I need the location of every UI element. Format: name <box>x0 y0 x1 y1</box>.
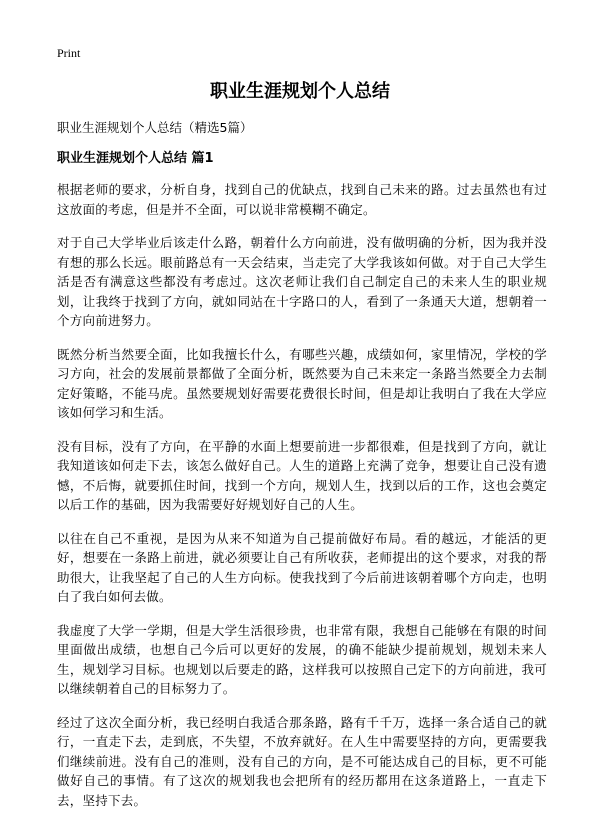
paragraph-6: 我虚度了大学一学期，但是大学生活很珍贵，也非常有限，我想自己能够在有限的时间里面做出成绩，也想自己今后可以更好的发展，的确不能缺少提前规划，规划未来人生，规划学习目标。也规划以后要走的路，这样我可以按照自己定下的方向前进，我可以继续朝着自己的目标努力了。 <box>57 622 547 696</box>
page-title: 职业生涯规划个人总结 <box>210 81 390 102</box>
print-link[interactable]: Print <box>57 46 81 60</box>
paragraph-7: 经过了这次全面分析，我已经明白我适合那条路，路有千千万，选择一条合适自己的就行，一直走下去，走到底，不失望，不放弃就好。在人生中需要坚持的方向，更需要我们继续前进。没有自己的准则，没有自己的方向，是不可能达成自己的目标，更不可能做好自己的事情。有了这次的规划我也会把所有的经历都用在这条道路上，一直走下去，坚持下去。 <box>57 714 547 808</box>
article-body <box>57 180 547 824</box>
paragraph-4: 没有目标，没有了方向，在平静的水面上想要前进一步都很难，但是找到了方向，就让我知道该如何走下去，该怎么做好自己。人生的道路上充满了竞争，想要让自己没有遗憾，不后悔，就要抓住时间，找到一个方向，规划人生，找到以后的工作，这也会奠定以后工作的基础，因为我需要好好规划好自己的人生。 <box>57 438 547 512</box>
paragraph-1: 根据老师的要求，分析自身，找到自己的优缺点，找到自己未来的路。过去虽然也有过这放面的考虑，但是并不全面，可以说非常模糊不确定。 <box>57 182 547 217</box>
document-subtitle: 职业生涯规划个人总结（精选5篇） <box>57 120 253 135</box>
section-heading: 职业生涯规划个人总结 篇1 <box>57 151 214 166</box>
paragraph-2: 对于自己大学毕业后该走什么路，朝着什么方向前进，没有做明确的分析，因为我并没有想的那么长远。眼前路总有一天会结束，当走完了大学我该如何做。对于自己大学生活是否有满意这些都没有考虑过。这次老师让我们自己制定自己的未来人生的职业规划，让我终于找到了方向，就如同站在十字路口的人，看到了一条通天大道，想朝着一个方向前进努力。 <box>57 235 547 328</box>
paragraph-5: 以往在自己不重视，是因为从来不知道为自己提前做好布局。看的越远，才能活的更好，想要在一条路上前进，就必须要让自己有所收获，老师提出的这个要求，对我的帮助很大，让我坚起了自己的人生方向标。使我找到了今后前进该朝着哪个方向走，也明白了我白如何去做。 <box>57 530 547 604</box>
paragraph-3: 既然分析当然要全面，比如我擅长什么，有哪些兴趣，成绩如何，家里情况，学校的学习方向，社会的发展前景都做了全面分析，既然要为自己未来定一条路当然要全力去制定好策略，不能马虎。虽然要规划好需要花费很长时间，但是却让我明白了我在大学应该如何学习和生活。 <box>57 346 547 420</box>
